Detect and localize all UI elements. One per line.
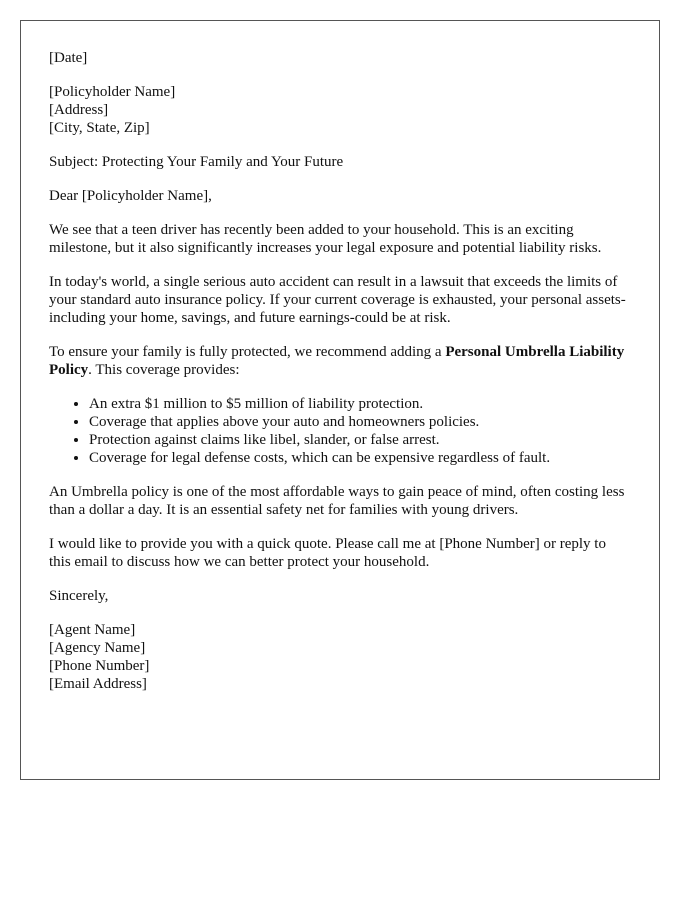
letter-date: [Date] bbox=[49, 50, 88, 66]
list-item: • Coverage that applies above your auto and homeowners policies. bbox=[89, 413, 631, 431]
recipient-address: [Address] bbox=[49, 102, 109, 118]
list-item: • Coverage for legal defense costs, which can be expensive regardless of fault. bbox=[89, 449, 631, 467]
recommendation-text-before: To ensure your family is fully protected, we recommend adding a bbox=[49, 344, 446, 360]
list-item: • Protection against claims like libel, slander, or false arrest. bbox=[89, 431, 631, 449]
signature-block bbox=[49, 621, 631, 693]
agent-phone: [Phone Number] bbox=[49, 658, 150, 674]
body-paragraph-teen-driver: We see that a teen driver has recently been added to your household. This is an exciting milestone, but it also significantly increases your legal exposure and potential liability risks. bbox=[49, 222, 602, 256]
agent-email: [Email Address] bbox=[49, 676, 147, 692]
policy-name-bold: Personal Umbrella Liability Policy bbox=[49, 344, 625, 378]
letter-salutation: Dear [Policyholder Name], bbox=[49, 188, 212, 204]
recipient-name: [Policyholder Name] bbox=[49, 84, 176, 100]
body-paragraph-recommendation bbox=[49, 343, 631, 379]
letter-subject: Subject: Protecting Your Family and Your Future bbox=[49, 154, 344, 170]
body-paragraph-affordability: An Umbrella policy is one of the most affordable ways to gain peace of mind, often costing less than a dollar a day. It is an essential safety net for families with young drivers. bbox=[49, 484, 625, 518]
body-paragraph-lawsuit-risk: In today's world, a single serious auto accident can result in a lawsuit that exceeds the limits of your standard auto insurance policy. If your current coverage is exhausted, your personal assets-including your home, savings, and future earnings-could be at risk. bbox=[49, 274, 626, 326]
agent-name: [Agent Name] bbox=[49, 622, 136, 638]
agency-name: [Agency Name] bbox=[49, 640, 146, 656]
recipient-block bbox=[49, 83, 631, 137]
letter-closing: Sincerely, bbox=[49, 588, 109, 604]
recommendation-text-after: . This coverage provides: bbox=[88, 362, 240, 378]
recipient-city-state-zip: [City, State, Zip] bbox=[49, 120, 150, 136]
list-item: • An extra $1 million to $5 million of liability protection. bbox=[89, 395, 631, 413]
body-paragraph-call-to-action: I would like to provide you with a quick quote. Please call me at [Phone Number] or reply to this email to discuss how we can better protect your household. bbox=[49, 536, 606, 570]
coverage-bullet-list bbox=[49, 395, 631, 467]
letter-document bbox=[20, 20, 660, 780]
